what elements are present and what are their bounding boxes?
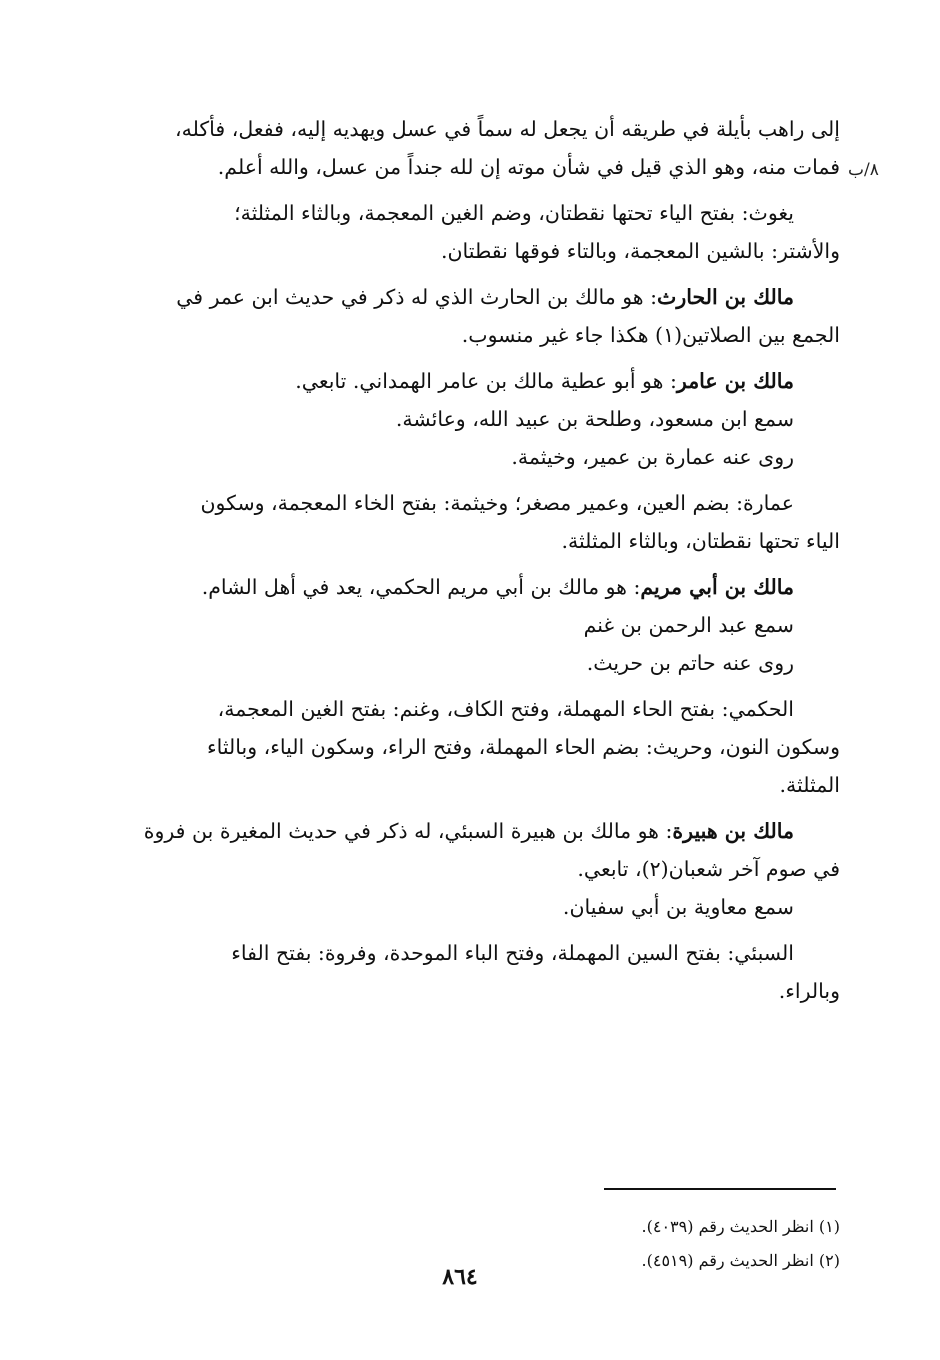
text-line [88, 362, 840, 400]
text-line [88, 812, 840, 850]
entry-text: : هو مالك بن الحارث الذي له ذكر في حديث ابن عمر في [176, 285, 658, 309]
footnote-separator [604, 1188, 836, 1190]
text-line: عمارة: بضم العين، وعمير مصغر؛ وخيثمة: بفتح الخاء المعجمة، وسكون [200, 491, 794, 515]
text-line: في صوم آخر شعبان(٢)، تابعي. [577, 857, 840, 881]
entry-malik-bin-hubayra [88, 812, 840, 926]
footnotes [500, 1210, 840, 1278]
paragraph-note-sabai [88, 934, 840, 1010]
text-line [88, 568, 840, 606]
text-line: سمع ابن مسعود، وطلحة بن عبيد الله، وعائشة. [395, 407, 794, 431]
entry-malik-bin-abi-maryam [88, 568, 840, 682]
entry-malik-bin-al-harith [88, 278, 840, 354]
paragraph-note-umara [88, 484, 840, 560]
paragraph-note-hakami [88, 690, 840, 804]
text-line: السبئي: بفتح السين المهملة، وفتح الباء الموحدة، وفروة: بفتح الفاء [231, 941, 794, 965]
entry-text: : هو أبو عطية مالك بن عامر الهمداني. تابعي. [295, 369, 677, 393]
text-line: والأشتر: بالشين المعجمة، وبالتاء فوقها نقطتان. [440, 239, 840, 263]
footnote-2: (٢) انظر الحديث رقم (٤٥١٩). [641, 1251, 840, 1270]
text-line: وبالراء. [778, 979, 840, 1003]
paragraph-continuation [88, 110, 840, 186]
text-line: روى عنه حاتم بن حريث. [586, 651, 794, 675]
text-line: إلى راهب بأيلة في طريقه أن يجعل له سماً في عسل ويهديه إليه، ففعل، فأكله، [175, 117, 840, 141]
main-text [88, 110, 840, 1018]
text-line: سمع معاوية بن أبي سفيان. [562, 895, 794, 919]
text-line: الجمع بين الصلاتين(١) هكذا جاء غير منسوب. [461, 323, 840, 347]
entry-text: : هو مالك بن أبي مريم الحكمي، يعد في أهل الشام. [201, 575, 641, 599]
entry-heading: مالك بن أبي مريم [640, 575, 794, 599]
text-line: يغوث: بفتح الياء تحتها نقطتان، وضم الغين المعجمة، وبالثاء المثلثة؛ [234, 201, 794, 225]
text-line: المثلثة. [779, 773, 840, 797]
text-line: سمع عبد الرحمن بن غنم [583, 613, 794, 637]
paragraph-note-yaghuth [88, 194, 840, 270]
text-line: روى عنه عمارة بن عمير، وخيثمة. [511, 445, 794, 469]
entry-malik-bin-amir [88, 362, 840, 476]
entry-heading: مالك بن الحارث [657, 285, 794, 309]
text-line: وسكون النون، وحريث: بضم الحاء المهملة، وفتح الراء، وسكون الياء، وبالثاء [206, 735, 840, 759]
margin-folio-note: ٨/ب [848, 160, 879, 180]
text-line: فمات منه، وهو الذي قيل في شأن موته إن لله جنداً من عسل، والله أعلم. [217, 155, 840, 179]
text-line: الحكمي: بفتح الحاء المهملة، وفتح الكاف، وغنم: بفتح الغين المعجمة، [217, 697, 794, 721]
entry-text: : هو مالك بن هبيرة السبئي، له ذكر في حديث المغيرة بن فروة [143, 819, 673, 843]
page-number: ٨٦٤ [442, 1264, 478, 1290]
entry-heading: مالك بن عامر [676, 369, 794, 393]
text-line [88, 278, 840, 316]
entry-heading: مالك بن هبيرة [672, 819, 794, 843]
text-line: الياء تحتها نقطتان، وبالثاء المثلثة. [561, 529, 840, 553]
footnote-1: (١) انظر الحديث رقم (٤٠٣٩). [641, 1217, 840, 1236]
